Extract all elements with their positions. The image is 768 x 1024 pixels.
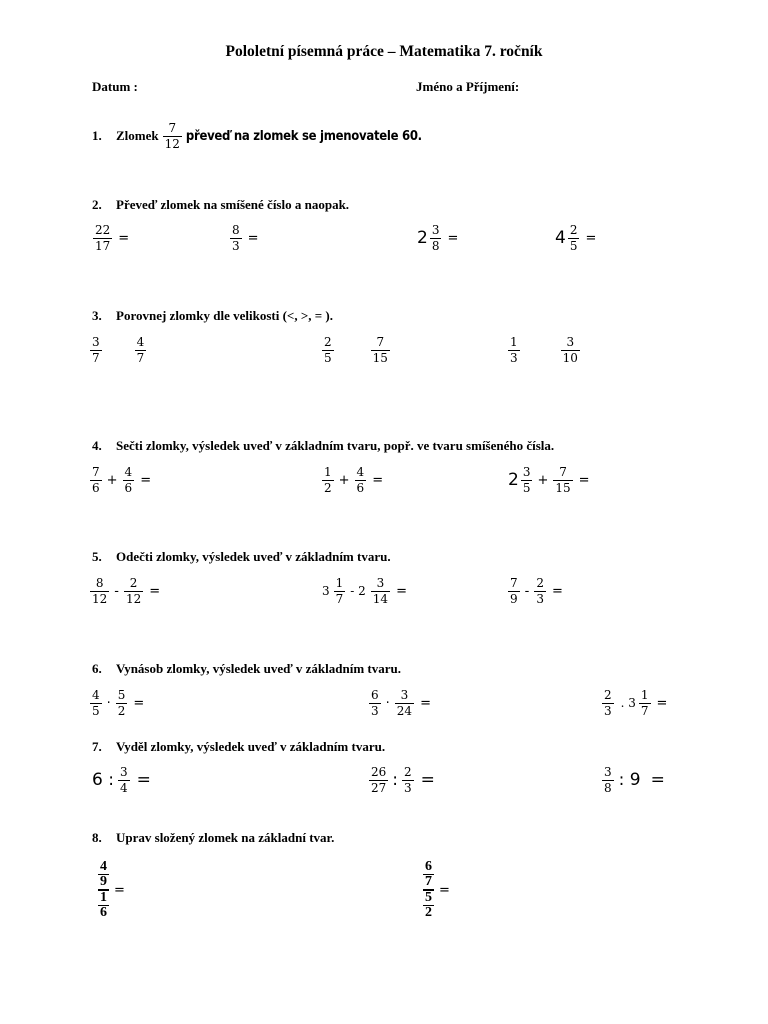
fraction bbox=[162, 122, 183, 150]
denominator: 2 bbox=[425, 905, 432, 920]
multiply-sign: · bbox=[385, 695, 390, 711]
equals-sign: = bbox=[136, 770, 151, 791]
equals-sign: = bbox=[578, 472, 590, 488]
exercise-6c bbox=[601, 689, 667, 717]
denominator: 8 bbox=[604, 780, 612, 795]
denominator: 6 bbox=[100, 905, 107, 920]
fraction bbox=[92, 224, 113, 252]
complex-fraction-1 bbox=[98, 860, 125, 920]
question-number: 3. bbox=[92, 308, 102, 323]
fraction bbox=[89, 336, 103, 364]
dividend: 6 : bbox=[92, 770, 114, 791]
question-text: Sečti zlomky, výsledek uveď v základním tvaru, popř. ve tvaru smíšeného čísla. bbox=[116, 438, 555, 453]
exercise-4a bbox=[89, 466, 151, 494]
comparison-pair-3 bbox=[507, 336, 581, 364]
question-text: Vynásob zlomky, výsledek uveď v základním tvaru. bbox=[116, 661, 401, 676]
numerator: 6 bbox=[371, 688, 379, 702]
fraction bbox=[117, 766, 131, 794]
numerator: 4 bbox=[124, 465, 133, 479]
fraction bbox=[321, 336, 335, 364]
denominator: 15 bbox=[555, 480, 571, 495]
numerator: 4 bbox=[92, 688, 100, 702]
equals-sign: = bbox=[650, 770, 665, 791]
numerator: 7 bbox=[559, 465, 567, 479]
numerator: 1 bbox=[324, 465, 332, 479]
question-number: 4. bbox=[92, 438, 102, 453]
question-text: Odečti zlomky, výsledek uveď v základním tvaru. bbox=[116, 549, 391, 564]
exercise-5b bbox=[322, 577, 407, 605]
denominator: 6 bbox=[92, 480, 100, 495]
fraction bbox=[89, 577, 110, 605]
question-text: převeď na zlomek se jmenovatele 60. bbox=[185, 128, 422, 144]
numerator: 2 bbox=[569, 223, 578, 237]
numerator: 4 bbox=[136, 335, 145, 349]
fraction bbox=[354, 466, 368, 494]
divide-sign: : bbox=[392, 770, 399, 791]
question-number: 2. bbox=[92, 197, 102, 212]
equals-sign: = bbox=[551, 583, 563, 599]
multiply-sign: . 3 bbox=[620, 696, 636, 711]
denominator: 4 bbox=[119, 780, 128, 795]
numerator: 8 bbox=[95, 576, 104, 590]
denominator: 17 bbox=[95, 238, 111, 253]
fraction bbox=[507, 577, 521, 605]
question-text: Uprav složený zlomek na základní tvar. bbox=[116, 830, 335, 845]
denominator: 6 bbox=[356, 480, 365, 495]
denominator: 5 bbox=[324, 350, 332, 365]
fraction bbox=[89, 689, 103, 717]
denominator: 3 bbox=[536, 591, 544, 606]
numerator: 6 bbox=[425, 859, 432, 874]
plus-sign: + bbox=[537, 472, 549, 488]
numerator: 5 bbox=[425, 890, 432, 905]
minus-sign: - bbox=[114, 583, 119, 599]
question-1 bbox=[92, 122, 422, 150]
denominator: 15 bbox=[372, 350, 388, 365]
denominator: 27 bbox=[371, 780, 387, 795]
equals-sign: = bbox=[114, 882, 125, 898]
question-2 bbox=[92, 197, 349, 213]
fraction-top bbox=[423, 860, 434, 889]
denominator: 7 bbox=[335, 591, 344, 606]
numerator: 7 bbox=[510, 576, 518, 590]
denominator: 7 bbox=[136, 350, 145, 365]
numerator: 1 bbox=[100, 890, 107, 905]
exercise-6a bbox=[89, 689, 144, 717]
exercise-4c bbox=[508, 466, 590, 494]
numerator: 7 bbox=[168, 121, 177, 135]
equals-sign: = bbox=[372, 472, 384, 488]
fraction bbox=[123, 577, 144, 605]
denominator: 12 bbox=[125, 591, 142, 606]
whole-number: 2 bbox=[417, 228, 428, 249]
fraction bbox=[229, 224, 243, 252]
equals-sign: = bbox=[656, 695, 668, 711]
exercise-2d bbox=[555, 224, 596, 252]
denominator: 10 bbox=[562, 350, 578, 365]
fraction bbox=[368, 689, 382, 717]
fraction bbox=[370, 336, 391, 364]
equals-sign: = bbox=[396, 583, 407, 599]
name-label: Jméno a Příjmení: bbox=[416, 79, 520, 94]
question-text: Zlomek bbox=[116, 128, 159, 144]
complex-fraction-2 bbox=[423, 860, 450, 920]
plus-sign: + bbox=[106, 472, 118, 488]
denominator: 3 bbox=[604, 703, 612, 718]
fraction bbox=[370, 577, 391, 605]
denominator: 5 bbox=[92, 703, 100, 718]
fraction bbox=[601, 689, 615, 717]
exercise-2c bbox=[417, 224, 458, 252]
fraction bbox=[321, 466, 335, 494]
equals-sign: = bbox=[247, 230, 259, 246]
exercise-2a bbox=[92, 224, 129, 252]
denominator: 3 bbox=[371, 703, 379, 718]
exercise-5a bbox=[89, 577, 160, 605]
fraction bbox=[638, 689, 652, 717]
numerator: 4 bbox=[356, 465, 365, 479]
question-number: 7. bbox=[92, 739, 102, 754]
numerator: 5 bbox=[117, 688, 126, 702]
divide-sign: : 9 bbox=[618, 770, 641, 791]
numerator: 3 bbox=[119, 765, 128, 779]
question-text: Převeď zlomek na smíšené číslo a naopak. bbox=[116, 197, 350, 212]
numerator: 3 bbox=[431, 223, 440, 237]
fraction bbox=[601, 766, 615, 794]
numerator: 3 bbox=[604, 765, 612, 779]
question-7 bbox=[92, 739, 385, 755]
question-3 bbox=[92, 308, 333, 324]
numerator: 1 bbox=[335, 576, 344, 590]
date-label: Datum : bbox=[92, 79, 138, 94]
numerator: 3 bbox=[522, 465, 531, 479]
equals-sign: = bbox=[140, 472, 152, 488]
question-text: Porovnej zlomky dle velikosti (<, >, = ). bbox=[116, 308, 333, 323]
numerator: 8 bbox=[232, 223, 240, 237]
complex-fraction bbox=[423, 860, 434, 920]
fraction bbox=[115, 689, 129, 717]
denominator: 7 bbox=[425, 874, 432, 889]
numerator: 2 bbox=[604, 688, 612, 702]
fraction bbox=[89, 466, 103, 494]
denominator: 5 bbox=[569, 238, 578, 253]
fraction bbox=[394, 689, 415, 717]
denominator: 14 bbox=[372, 591, 389, 606]
whole-number: 2 bbox=[508, 470, 519, 491]
complex-fraction bbox=[98, 860, 109, 920]
denominator: 12 bbox=[164, 136, 180, 151]
fraction bbox=[567, 224, 581, 252]
fraction bbox=[134, 336, 148, 364]
comparison-pair-2 bbox=[321, 336, 391, 364]
numerator: 1 bbox=[510, 335, 518, 349]
fraction-bottom bbox=[423, 889, 434, 920]
page-title: Pololetní písemná práce – Matematika 7. ročník bbox=[225, 43, 543, 60]
equals-sign: = bbox=[420, 695, 431, 711]
denominator: 3 bbox=[232, 238, 240, 253]
minus-sign: - 2 bbox=[350, 584, 366, 599]
minus-sign: - bbox=[524, 583, 530, 599]
question-4 bbox=[92, 438, 554, 454]
fraction bbox=[552, 466, 573, 494]
numerator: 2 bbox=[129, 576, 138, 590]
fraction-top bbox=[98, 860, 109, 889]
numerator: 26 bbox=[371, 765, 387, 779]
fraction bbox=[333, 577, 347, 605]
numerator: 2 bbox=[324, 335, 332, 349]
equals-sign: = bbox=[439, 882, 450, 898]
question-number: 8. bbox=[92, 830, 102, 845]
denominator: 2 bbox=[324, 480, 332, 495]
equals-sign: = bbox=[585, 230, 597, 246]
fraction bbox=[122, 466, 136, 494]
denominator: 24 bbox=[396, 703, 413, 718]
fraction bbox=[368, 766, 389, 794]
question-number: 1. bbox=[92, 128, 102, 144]
equals-sign: = bbox=[420, 770, 435, 791]
exercise-4b bbox=[321, 466, 383, 494]
question-5 bbox=[92, 549, 391, 565]
question-text: Vyděl zlomky, výsledek uveď v základním tvaru. bbox=[116, 739, 386, 754]
whole-number: 3 bbox=[322, 584, 330, 599]
exercise-7a bbox=[92, 766, 151, 794]
denominator: 3 bbox=[510, 350, 518, 365]
numerator: 3 bbox=[566, 335, 575, 349]
equals-sign: = bbox=[447, 230, 459, 246]
fraction bbox=[533, 577, 547, 605]
question-8 bbox=[92, 830, 334, 846]
denominator: 6 bbox=[124, 480, 133, 495]
fraction bbox=[520, 466, 534, 494]
fraction bbox=[429, 224, 443, 252]
denominator: 9 bbox=[100, 874, 107, 889]
denominator: 12 bbox=[92, 591, 108, 606]
fraction bbox=[401, 766, 415, 794]
whole-number: 4 bbox=[555, 228, 566, 249]
question-number: 5. bbox=[92, 549, 102, 564]
equals-sign: = bbox=[133, 695, 145, 711]
comparison-pair-1 bbox=[89, 336, 147, 364]
numerator: 22 bbox=[95, 223, 111, 237]
exercise-6b bbox=[368, 689, 431, 717]
numerator: 2 bbox=[536, 576, 544, 590]
exercise-7c bbox=[601, 766, 665, 794]
denominator: 8 bbox=[431, 238, 440, 253]
denominator: 7 bbox=[640, 703, 649, 718]
denominator: 5 bbox=[522, 480, 531, 495]
fraction bbox=[507, 336, 521, 364]
numerator: 4 bbox=[100, 859, 107, 874]
exercise-5c bbox=[507, 577, 563, 605]
fraction bbox=[560, 336, 581, 364]
plus-sign: + bbox=[338, 472, 350, 488]
numerator: 7 bbox=[376, 335, 385, 349]
equals-sign: = bbox=[118, 230, 130, 246]
multiply-sign: · bbox=[106, 695, 111, 711]
numerator: 3 bbox=[400, 688, 409, 702]
denominator: 3 bbox=[404, 780, 412, 795]
fraction-bottom bbox=[98, 889, 109, 920]
numerator: 2 bbox=[404, 765, 412, 779]
question-number: 6. bbox=[92, 661, 102, 676]
denominator: 7 bbox=[92, 350, 100, 365]
denominator: 2 bbox=[117, 703, 126, 718]
question-6 bbox=[92, 661, 401, 677]
exercise-2b bbox=[229, 224, 259, 252]
denominator: 9 bbox=[510, 591, 518, 606]
equals-sign: = bbox=[149, 583, 161, 599]
numerator: 3 bbox=[92, 335, 100, 349]
numerator: 7 bbox=[92, 465, 100, 479]
exercise-7b bbox=[368, 766, 435, 794]
numerator: 3 bbox=[376, 576, 385, 590]
numerator: 1 bbox=[640, 688, 649, 702]
